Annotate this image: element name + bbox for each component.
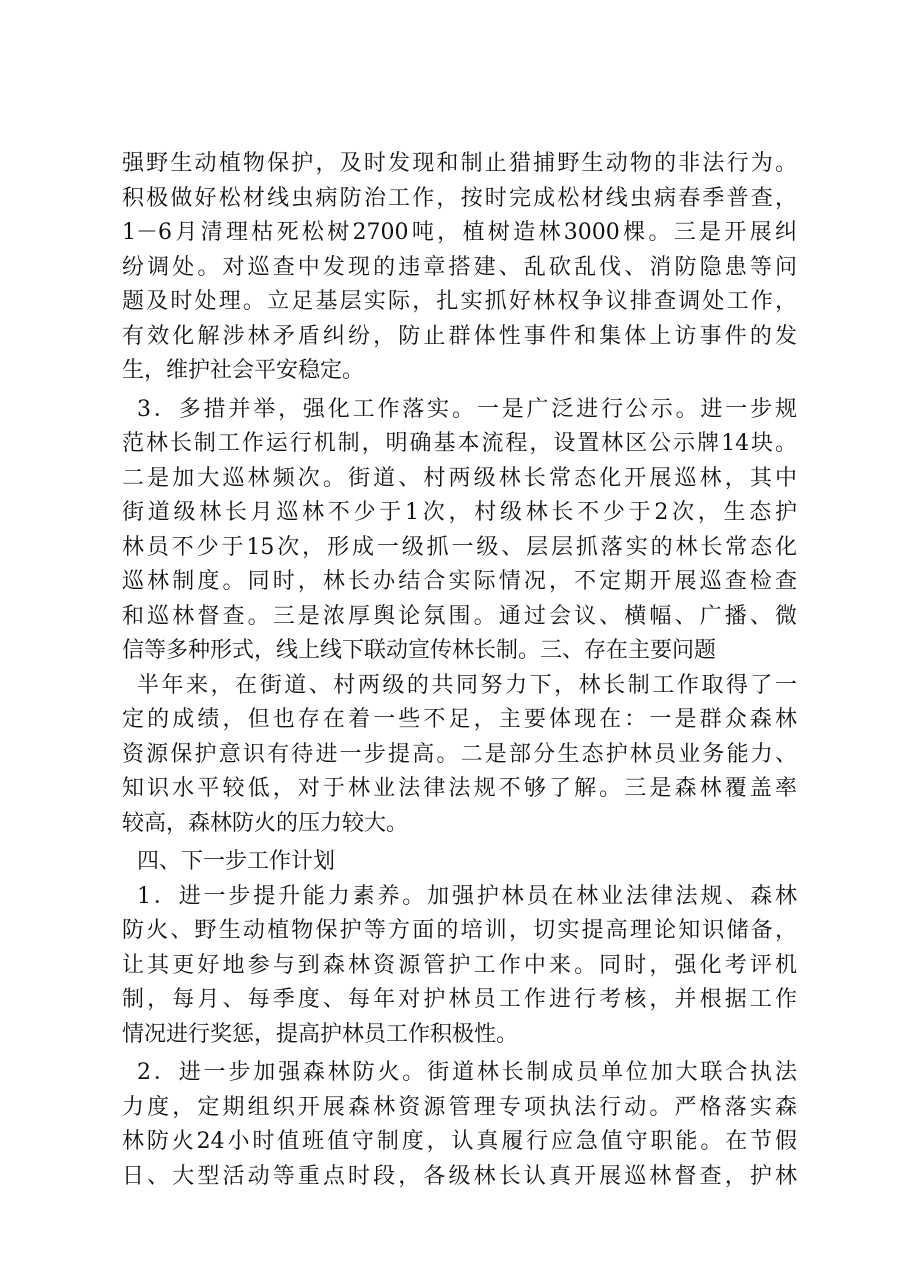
- text-line: 纷调处。对巡查中发现的违章搭建、乱砍乱伐、消防隐患等问: [122, 254, 797, 280]
- text-line: 情况进行奖惩，提高护林员工作积极性。: [122, 1021, 519, 1047]
- text-line: 巡林制度。同时，林长办结合实际情况，不定期开展巡查检查: [122, 569, 797, 594]
- text-line: 3．多措并举，强化工作落实。一是广泛进行公示。进一步规: [137, 396, 797, 422]
- text-line: 知识水平较低，对于林业法律法规不够了解。三是森林覆盖率: [122, 776, 797, 801]
- text-line: 林员不少于15次，形成一级抓一级、层层抓落实的林长常态化: [122, 534, 797, 560]
- text-line: 生，维护社会平安稳定。: [122, 358, 365, 383]
- text-line: 和巡林督查。三是浓厚舆论氛围。通过会议、横幅、广播、微: [122, 603, 797, 629]
- text-line: 强野生动植物保护，及时发现和制止猎捕野生动物的非法行为。: [122, 151, 797, 176]
- text-line: 街道级林长月巡林不少于1次，村级林长不少于2次，生态护: [122, 500, 797, 525]
- text-line: 日、大型活动等重点时段，各级林长认真开展巡林督查，护林: [122, 1163, 797, 1189]
- text-line: 较高，森林防火的压力较大。: [122, 810, 409, 836]
- text-line: 积极做好松材线虫病防治工作，按时完成松材线虫病春季普查，: [122, 185, 797, 211]
- text-line: 2．进一步加强森林防火。街道林长制成员单位加大联合执法: [137, 1060, 797, 1085]
- text-line: 防火、野生动植物保护等方面的培训，切实提高理论知识储备，: [122, 918, 797, 943]
- text-line: 半年来，在街道、村两级的共同努力下，林长制工作取得了一: [137, 672, 797, 698]
- text-line: 题及时处理。立足基层实际，扎实抓好林权争议排查调处工作，: [122, 289, 797, 314]
- text-line: 有效化解涉林矛盾纠纷，防止群体性事件和集体上访事件的发: [122, 323, 797, 349]
- section-heading-next-steps: 四、下一步工作计划: [137, 849, 336, 874]
- text-line: 1．进一步提升能力素养。加强护林员在林业法律法规、森林: [137, 883, 797, 909]
- text-line: 1－6月清理枯死松树2700吨，植树造林3000棵。三是开展纠: [122, 220, 797, 245]
- text-line: 力度，定期组织开展森林资源管理专项执法行动。严格落实森: [122, 1094, 797, 1120]
- text-line: 资源保护意识有待进一步提高。二是部分生态护林员业务能力、: [122, 741, 797, 767]
- text-line: 让其更好地参与到森林资源管护工作中来。同时，强化考评机: [122, 952, 797, 978]
- text-line: 范林长制工作运行机制，明确基本流程，设置林区公示牌14块。: [122, 431, 797, 456]
- text-line: 制，每月、每季度、每年对护林员工作进行考核，并根据工作: [122, 987, 797, 1012]
- text-line: 信等多种形式，线上线下联动宣传林长制。: [122, 638, 541, 663]
- section-heading-problems: 三、存在主要问题: [540, 638, 717, 663]
- text-line: 林防火24小时值班值守制度，认真履行应急值守职能。在节假: [122, 1129, 797, 1154]
- text-line-with-heading: [122, 634, 797, 669]
- text-line: 二是加大巡林频次。街道、村两级林长常态化开展巡林，其中: [122, 465, 797, 491]
- document-body: [122, 147, 797, 1194]
- text-line: 定的成绩，但也存在着一些不足，主要体现在：一是群众森林: [122, 707, 797, 732]
